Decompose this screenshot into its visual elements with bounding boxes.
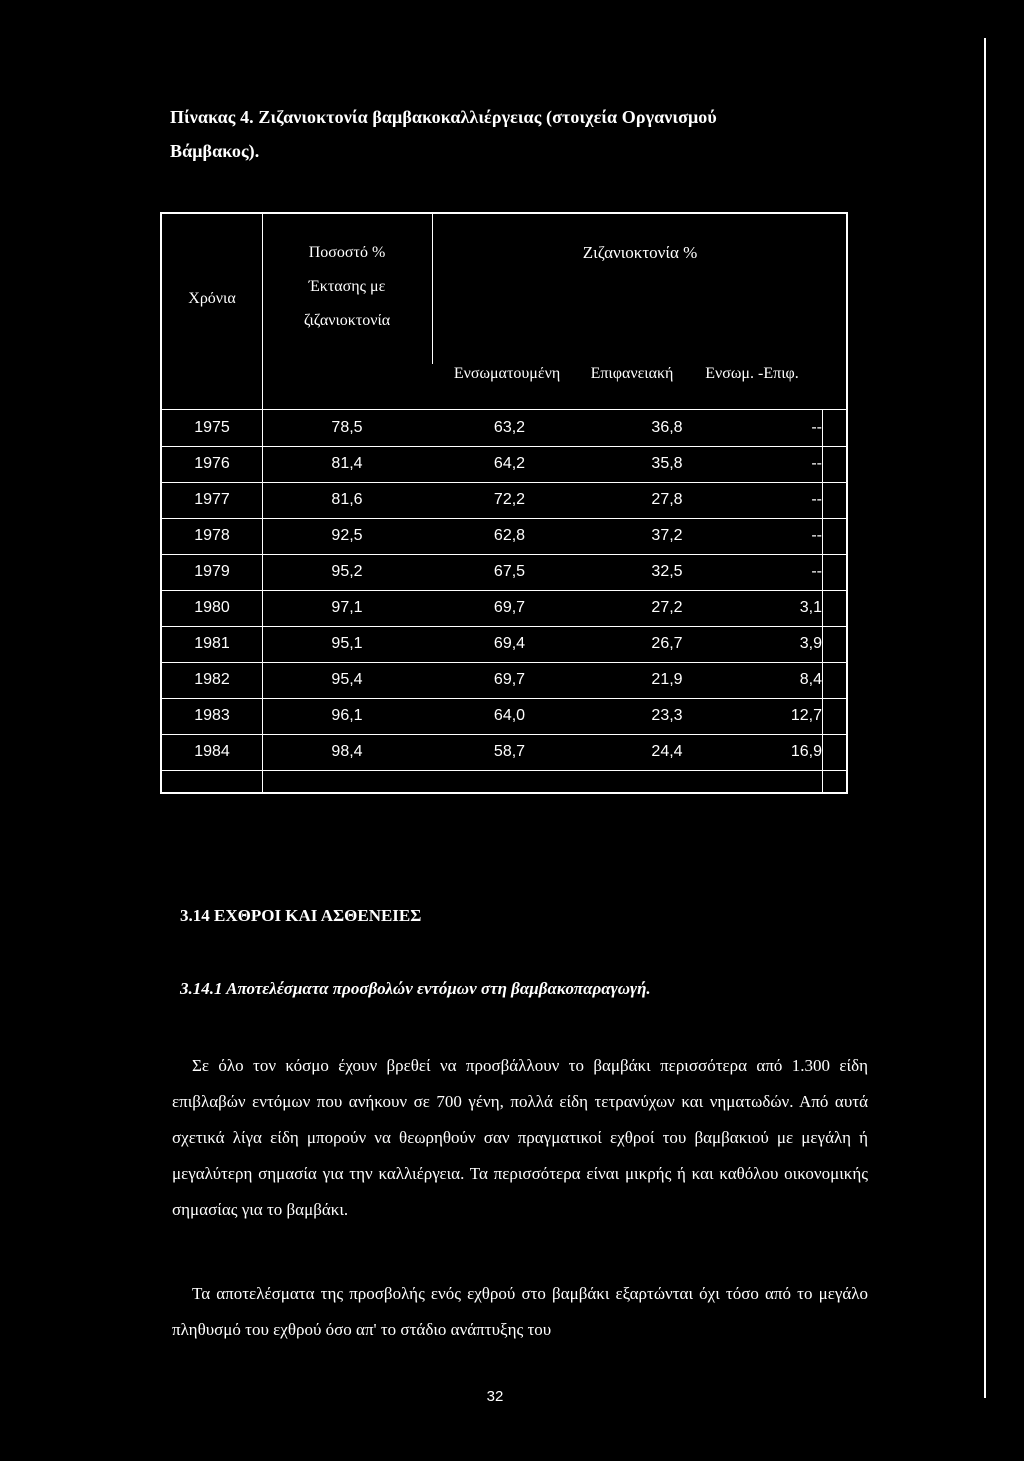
table-row [162,626,850,662]
cell-pct: 81,4 [331,455,363,472]
cell-surface: 32,5 [651,563,683,580]
cell-incorporated: 67,5 [493,563,526,580]
cell-pct: 95,2 [331,563,363,580]
header-combined: Ενσωμ. -Επιφ. [705,365,799,382]
cell-combined: 8,4 [799,671,822,688]
header-years: Χρόνια [188,290,236,307]
header-incorporated: Ενσωματουμένη [453,365,561,382]
header-pct-3: ζιζανιοκτονία [303,312,391,329]
cell-year: 1977 [194,491,230,508]
cell-pct: 96,1 [331,707,363,724]
body-paragraph-1: Σε όλο τον κόσμο έχουν βρεθεί να προσβάλλουν το βαμβάκι περισσότερα από 1.300 είδη επιβλαβών εντόμων που ανήκουν σε 700 γένη, πολλά είδη τετρανύχων και νηματωδών. Από αυτά σχετικά λίγα είδη μπορούν να θεωρηθούν σαν πραγματικοί εχθροί του βαμβακιού με μεγάλη ή μεγαλύτερη σημασία για την καλλιέργεια. Τα περισσότερα είναι μικρής ή και καθόλου οικονομικής σημασίας για το βαμβάκι. [172,1056,868,1219]
row-sep-10 [162,770,848,771]
section-subheading: 3.14.1 Αποτελέσματα προσβολών εντόμων στη βαμβακοπαραγωγή. [180,979,651,998]
cell-surface: 27,2 [651,599,683,616]
cell-year: 1984 [194,743,230,760]
cell-surface: 27,8 [651,491,683,508]
cell-incorporated: 62,8 [493,527,526,544]
cell-pct: 92,5 [331,527,363,544]
cell-surface: 26,7 [651,635,683,652]
cell-pct: 95,4 [331,671,363,688]
cell-combined: 16,9 [790,743,822,760]
cell-combined: -- [811,455,822,472]
cell-pct: 98,4 [331,743,363,760]
table-caption [170,100,870,168]
cell-incorporated: 69,4 [493,635,526,652]
cell-combined: -- [811,563,822,580]
cell-surface: 37,2 [651,527,683,544]
table-row [162,734,850,770]
cell-year: 1979 [194,563,230,580]
cell-incorporated: 63,2 [493,419,526,436]
cell-combined: 12,7 [790,707,822,724]
cell-pct: 97,1 [331,599,363,616]
caption-line-2: Βάμβακος). [170,141,260,161]
header-pct-2: Έκτασης με [308,278,386,295]
divider-pct-header [432,214,433,364]
margin-rule [984,38,986,1398]
body-paragraph-2: Τα αποτελέσματα της προσβολής ενός εχθρού στο βαμβάκι εξαρτώνται όχι τόσο από το μεγάλο πληθυσμό του εχθρού όσο απ' το στάδιο ανάπτυξης του [172,1284,868,1339]
cell-incorporated: 72,2 [493,491,526,508]
header-surface: Επιφανειακή [590,365,674,382]
section-heading: 3.14 ΕΧΘΡΟΙ ΚΑΙ ΑΣΘΕΝΕΙΕΣ [180,906,422,925]
cell-surface: 36,8 [651,419,683,436]
table-row [162,446,850,482]
table-row [162,410,850,446]
cell-incorporated: 64,0 [493,707,526,724]
header-herbicide: Ζιζανιοκτονία % [582,243,698,262]
caption-line-1: Πίνακας 4. Ζιζανιοκτονία βαμβακοκαλλιέργειας (στοιχεία Οργανισμού [170,107,717,127]
cell-combined: -- [811,419,822,436]
cell-combined: 3,1 [799,599,822,616]
cell-combined: 3,9 [799,635,822,652]
herbicide-table [160,212,848,794]
cell-year: 1983 [194,707,230,724]
table-row [162,554,850,590]
cell-combined: -- [811,491,822,508]
cell-surface: 35,8 [651,455,683,472]
cell-pct: 95,1 [331,635,363,652]
cell-incorporated: 69,7 [493,599,526,616]
cell-year: 1976 [194,455,230,472]
cell-year: 1975 [194,419,230,436]
cell-incorporated: 58,7 [493,743,526,760]
cell-year: 1982 [194,671,230,688]
header-pct-1: Ποσοστό % [308,244,386,261]
cell-surface: 24,4 [651,743,683,760]
table-row [162,662,850,698]
cell-pct: 81,6 [331,491,363,508]
cell-pct: 78,5 [331,419,363,436]
cell-year: 1978 [194,527,230,544]
page-number: 32 [486,1388,504,1405]
table-row [162,482,850,518]
cell-year: 1980 [194,599,230,616]
cell-surface: 23,3 [651,707,683,724]
cell-incorporated: 69,7 [493,671,526,688]
table-row [162,590,850,626]
cell-year: 1981 [194,635,230,652]
cell-incorporated: 64,2 [493,455,526,472]
table-row [162,698,850,734]
cell-combined: -- [811,527,822,544]
table-row [162,518,850,554]
cell-surface: 21,9 [651,671,683,688]
